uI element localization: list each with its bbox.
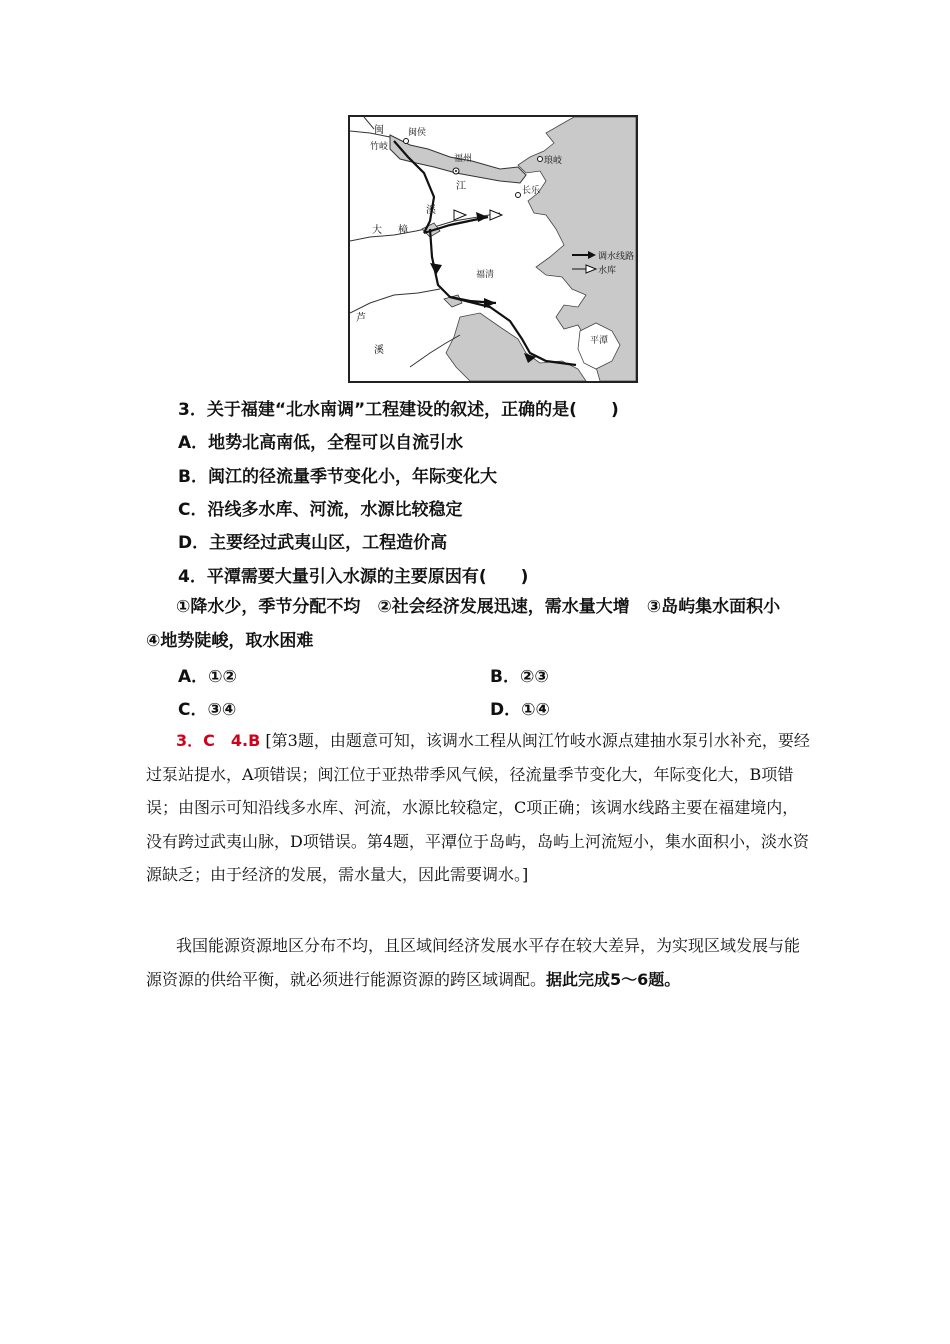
intro-text: 我国能源资源地区分布不均，且区域间经济发展水平存在较大差异，为实现区域发展与能源资源的供给平衡，就必须进行能源资源的跨区域调配。 <box>146 936 801 989</box>
min-river-upper <box>350 117 390 137</box>
intro-paragraph <box>146 929 810 997</box>
label-min: 闽 <box>374 125 384 136</box>
q3-option-d: D．主要经过武夷山区，工程造价高 <box>178 533 448 553</box>
answer-key: 3．C 4.B <box>176 731 261 750</box>
map-figure <box>348 115 638 383</box>
label-xi1: 溪 <box>426 205 436 216</box>
reservoir-marker <box>454 210 466 220</box>
reservoir-marker <box>490 210 502 220</box>
label-zhang: 樟 <box>398 225 408 236</box>
label-pingtan: 平潭 <box>590 336 609 346</box>
q3-option-c: C．沿线多水库、河流，水源比较稳定 <box>178 500 463 520</box>
label-fuqing: 福清 <box>476 270 495 280</box>
water-transfer-map <box>350 117 636 381</box>
city-marker-minhou <box>404 139 409 144</box>
route-arrow <box>430 263 442 275</box>
answer-block <box>146 724 810 892</box>
route-arrow <box>476 212 488 222</box>
q3-option-a: A．地势北高南低，全程可以自流引水 <box>178 433 464 453</box>
label-jiang: 江 <box>456 181 466 192</box>
city-marker-fuzhou-dot <box>455 170 457 172</box>
label-xi2: 溪 <box>374 345 384 356</box>
label-zhuqi: 竹岐 <box>370 142 389 152</box>
label-changle: 长乐 <box>522 186 541 196</box>
q4-option-a: A．①② <box>178 667 237 687</box>
legend-route-label: 调水线路 <box>598 252 635 262</box>
label-lu: 芦 <box>356 313 366 324</box>
q4-option-c: C．③④ <box>178 700 237 720</box>
label-fuzhou: 福州 <box>454 154 473 164</box>
label-minhou: 闽侯 <box>408 128 427 138</box>
q4-stem: 4．平潭需要大量引入水源的主要原因有( ) <box>178 567 529 587</box>
label-langqi: 琅岐 <box>544 156 563 166</box>
intro-instruction: 据此完成5～6题。 <box>546 970 681 989</box>
q4-option-d: D．①④ <box>490 700 550 720</box>
lu-creek <box>350 289 440 313</box>
answer-explanation: [第3题，由题意可知，该调水工程从闽江竹岐水源点建抽水泵引水补充，要经过泵站提水，A项错误；闽江位于亚热带季风气候，径流量季节变化大，年际变化大，B项错误；由图示可知沿线多水库、河流，水源比较稳定，C项正确；该调水线路主要在福建境内，没有跨过武夷山脉，D项错误。第4题，平潭位于岛屿，岛屿上河流短小，集水面积小，淡水资源缺乏；由于经济的发展，需水量大，因此需要调水。] <box>146 731 810 885</box>
q4-statements: ①降水少，季节分配不均 ②社会经济发展迅速，需水量大增 ③岛屿集水面积小 ④地势陡峻，取水困难 <box>146 597 798 651</box>
label-da: 大 <box>372 225 382 236</box>
legend-reservoir-label: 水库 <box>598 266 617 276</box>
q3-stem: 3．关于福建“北水南调”工程建设的叙述，正确的是( ) <box>178 400 619 420</box>
city-marker-langqi <box>538 157 543 162</box>
city-marker-changle <box>516 193 521 198</box>
q4-option-b: B．②③ <box>490 667 549 687</box>
q3-option-b: B．闽江的径流量季节变化小，年际变化大 <box>178 467 497 487</box>
